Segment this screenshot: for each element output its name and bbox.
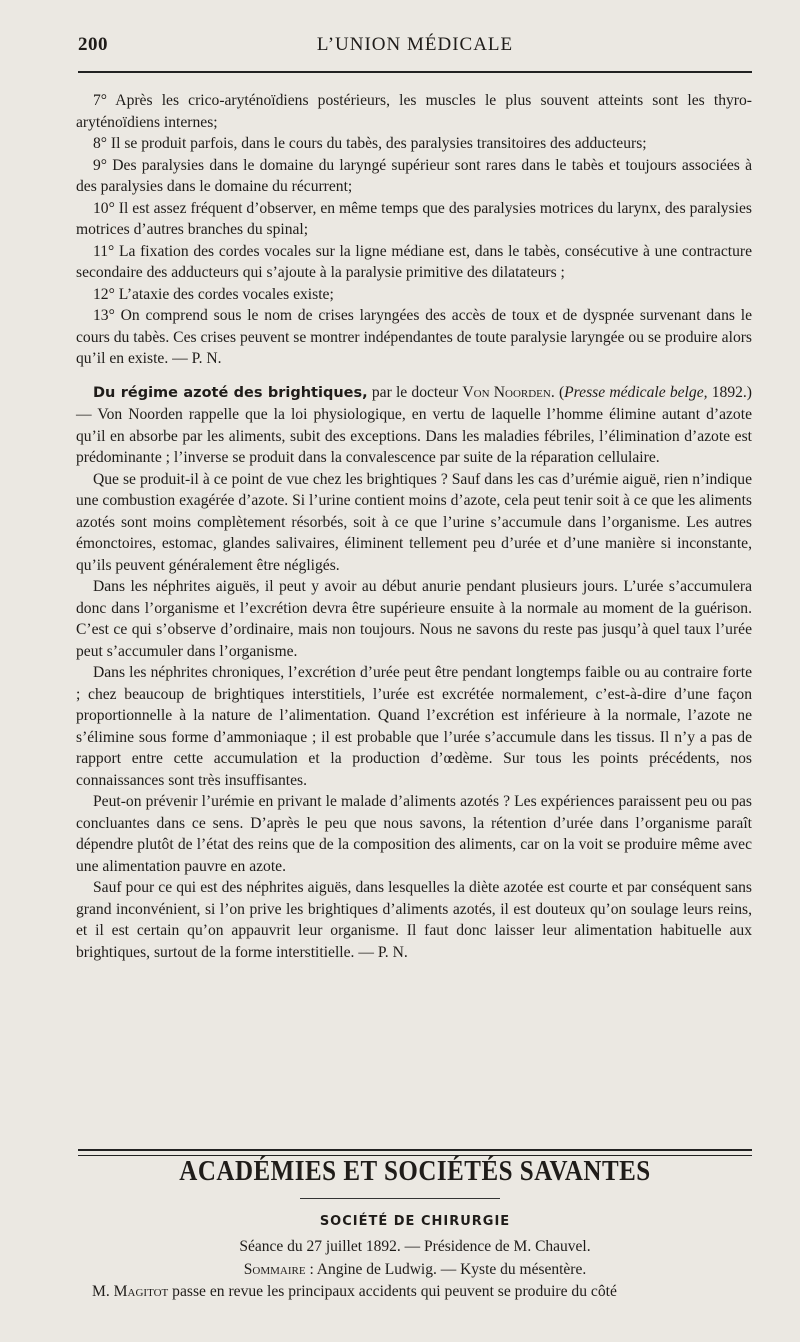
seance-line: Séance du 27 juillet 1892. — Présidence de M. Chauvel.: [239, 1238, 591, 1255]
article-paragraph: Que se produit-il à ce point de vue chez les brightiques ? Sauf dans les cas d’urémie aiguë, rien n’indique une combustion exagérée d’azote. Si l’urine contient moins d’azote, cela peut tenir soit à ce que les aliments azotés sont moins complètement résorbés, soit à ce que l’urine s’accumule dans l’organisme. Les autres émonctoires, estomac, glandes salivaires, éliminent tellement peu d’urée et d’une manière si inconstante, qu’ils peuvent généralement être négligés.: [76, 470, 752, 574]
article-source: Presse médicale belge,: [564, 383, 708, 401]
section-underline: [300, 1198, 500, 1199]
first-line-name: Magitot: [113, 1283, 169, 1300]
byline-prefix: par le docteur: [367, 383, 463, 401]
numbered-paragraph: 12° L’ataxie des cordes vocales existe;: [93, 285, 334, 303]
article-lead-paragraph: [76, 382, 752, 469]
society-heading: SOCIÉTÉ DE CHIRURGIE: [319, 1214, 511, 1229]
article-author: Von Noorden.: [462, 383, 555, 401]
numbered-paragraph: 8° Il se produit parfois, dans le cours du tabès, des paralysies transitoires des adducteurs;: [93, 135, 647, 152]
header-rule: [78, 71, 752, 73]
numbered-paragraph: 13° On comprend sous le nom de crises laryngées des accès de toux et de dyspnée survenant dans le cours du tabès. Ces crises peuvent se montrer indépendantes de toute paralysie laryngée ou se produire alors qu’il en existe. — P. N.: [76, 307, 752, 367]
article-paragraph: Dans les néphrites aiguës, il peut y avoir au début anurie pendant plusieurs jours. L’urée s’accumulera donc dans l’organisme et l’excrétion devra être supérieure ensuite à la normale au moment de la guérison. C’est ce qui s’observe d’ordinaire, mais non toujours. Nous ne savons du reste pas jusqu’à quel taux l’urée peut s’accumuler dans l’organisme.: [76, 578, 752, 660]
article-paragraph: Dans les néphrites chroniques, l’excrétion d’urée peut être pendant longtemps faible ou au contraire forte ; chez beaucoup de brightiques interstitiels, l’urée est excrétée normalement, c’est-à-dire d’une façon proportionnelle à la nature de l’alimentation. Quand l’excrétion est inférieure à la normale, l’azote ne s’élimine sous forme d’ammoniaque ; il est probable que l’urée s’accumule dans les tissus. Il n’y a pas de rapport entre cette accumulation et la production d’œdème. Sur tous les points précédents, nos connaissances sont très insuffisantes.: [76, 664, 752, 789]
section-first-line: [92, 1283, 752, 1301]
sommaire-line: [78, 1261, 752, 1279]
article-body: [76, 90, 752, 963]
source-open: (: [554, 383, 565, 401]
numbered-paragraph: 7° Après les crico-aryténoïdiens postérieurs, les muscles le plus souvent atteints sont les thyro-aryténoïdiens internes;: [76, 92, 752, 131]
running-title: L’UNION MÉDICALE: [316, 34, 514, 55]
numbered-paragraph: 10° Il est assez fréquent d’observer, en même temps que des paralysies motrices du larynx, des paralysies motrices d’autres branches du spinal;: [76, 199, 752, 238]
article-lead-text: 1892.) — Von Noorden rappelle que la loi physiologique, en vertu de laquelle l’homme élimine autant d’azote qu’il en absorbe par les aliments, subit des exceptions. Dans les maladies fébriles, l’élimination d’azote est prédominante ; l’inverse se produit dans la convalescence par suite de la réparation cellulaire.: [76, 383, 752, 466]
first-line-prefix: M.: [92, 1283, 114, 1300]
page-number: 200: [78, 34, 108, 55]
article-title: Du régime azoté des brightiques,: [93, 384, 368, 401]
sommaire-text: : Angine de Ludwig. — Kyste du mésentère.: [305, 1261, 587, 1278]
numbered-paragraph: 11° La fixation des cordes vocales sur la ligne médiane est, dans le tabès, consécutive à une contracture secondaire des adducteurs qui s’ajoute à la paralysie primitive des dilatateurs ;: [76, 242, 752, 281]
article-paragraph: Sauf pour ce qui est des néphrites aiguës, dans lesquelles la diète azotée est courte et par conséquent sans grand inconvénient, si l’on prive les brightiques d’aliments azotés, il est douteux qu’on soulage leurs reins, et il est certain qu’on appauvrit leur organisme. Il faut donc laisser leur alimentation habituelle aux brightiques, surtout de la forme interstitielle. — P. N.: [76, 879, 752, 961]
first-line-text: passe en revue les principaux accidents qui peuvent se produire du côté: [168, 1283, 617, 1300]
article-paragraph: Peut-on prévenir l’urémie en privant le malade d’aliments azotés ? Les expériences paraissent peu ou pas concluantes dans ce sens. D’après le peu que nous savons, la rétention d’urée dans l’organisme paraît dépendre plutôt de l’état des reins que de la composition des aliments, car on la voit se produire même avec une alimentation pauvre en azote.: [76, 793, 752, 875]
section-title: ACADÉMIES ET SOCIÉTÉS SAVANTES: [179, 1155, 651, 1187]
sommaire-label: Sommaire: [243, 1261, 306, 1278]
numbered-paragraph: 9° Des paralysies dans le domaine du laryngé supérieur sont rares dans le tabès et toujours associées à des paralysies dans le domaine du récurrent;: [76, 156, 752, 195]
page-header: [78, 34, 752, 70]
